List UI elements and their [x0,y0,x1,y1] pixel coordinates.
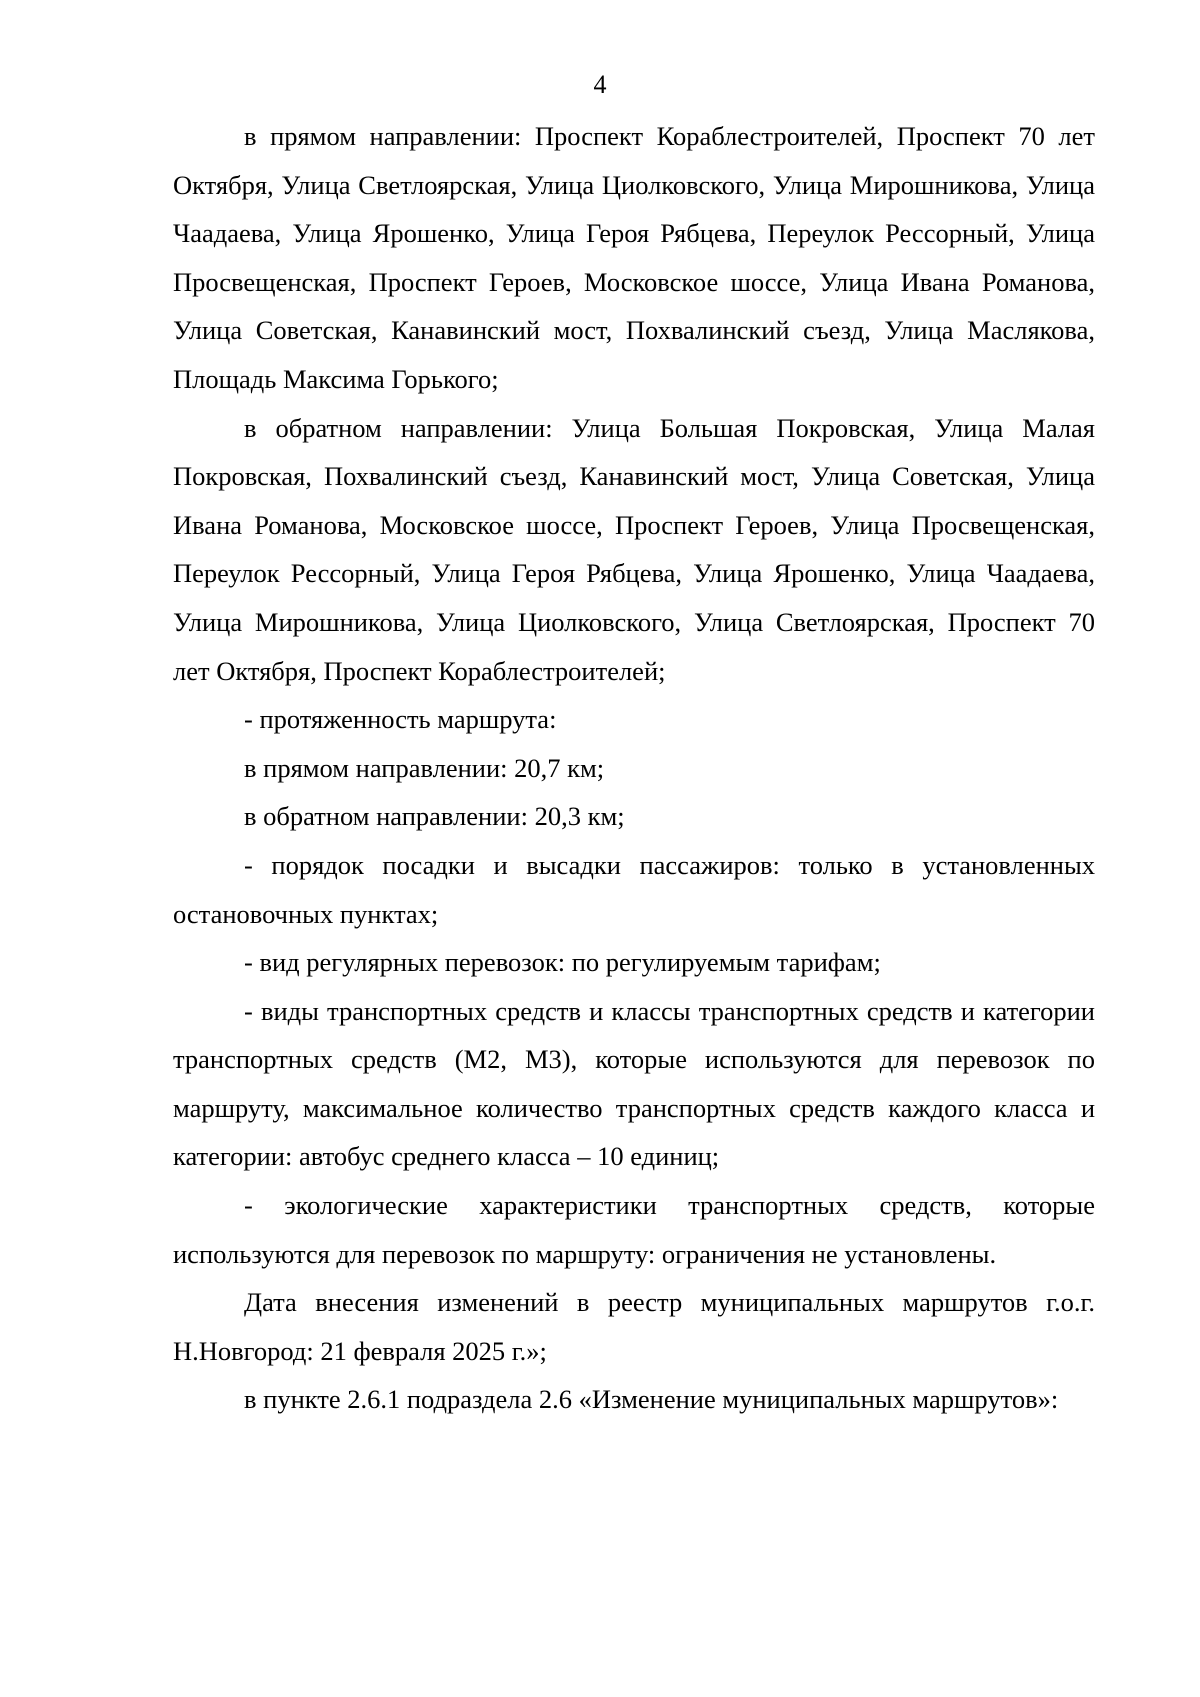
paragraph-registry-date: Дата внесения изменений в реестр муниципальных маршрутов г.о.г. Н.Новгород: 21 февраля 2025 г.»; [173,1287,1095,1366]
paragraph-section-reference: в пункте 2.6.1 подраздела 2.6 «Изменение муниципальных маршрутов»: [244,1384,1059,1415]
paragraph-vehicle-classes: - виды транспортных средств и классы транспортных средств и категории транспортных средств (М2, М3), которые используются для перевозок по маршруту, максимальное количество транспортных средств каждого класса и категории: автобус среднего класса – 10 единиц; [173,995,1095,1172]
paragraph-ecological: - экологические характеристики транспортных средств, которые используются для перевозок по маршруту: ограничения не установлены. [173,1190,1095,1269]
document-body [173,112,1095,1424]
page-number: 4 [593,70,607,99]
paragraph-reverse-length: в обратном направлении: 20,3 км; [244,801,625,832]
paragraph-forward-route: в прямом направлении: Проспект Кораблестроителей, Проспект 70 лет Октября, Улица Светлоярская, Улица Циолковского, Улица Мирошникова, Улица Чаадаева, Улица Ярошенко, Улица Героя Рябцева, Переулок Рессорный, Улица Просвещенская, Проспект Героев, Московское шоссе, Улица Ивана Романова, Улица Советская, Канавинский мост, Похвалинский съезд, Улица Маслякова, Площадь Максима Горького; [173,121,1095,394]
paragraph-boarding-order: - порядок посадки и высадки пассажиров: только в установленных остановочных пунктах; [173,849,1095,929]
paragraph-route-length: - протяженность маршрута: [244,704,557,735]
paragraph-transport-type: - вид регулярных перевозок: по регулируемым тарифам; [244,947,881,978]
paragraph-forward-length: в прямом направлении: 20,7 км; [244,752,605,783]
paragraph-reverse-route: в обратном направлении: Улица Большая Покровская, Улица Малая Покровская, Похвалинский съезд, Канавинский мост, Улица Советская, Улица Ивана Романова, Московское шоссе, Проспект Героев, Улица Просвещенская, Переулок Рессорный, Улица Героя Рябцева, Улица Ярошенко, Улица Чаадаева, Улица Мирошникова, Улица Циолковского, Улица Светлоярская, Проспект 70 лет Октября, Проспект Кораблестроителей; [173,412,1095,686]
